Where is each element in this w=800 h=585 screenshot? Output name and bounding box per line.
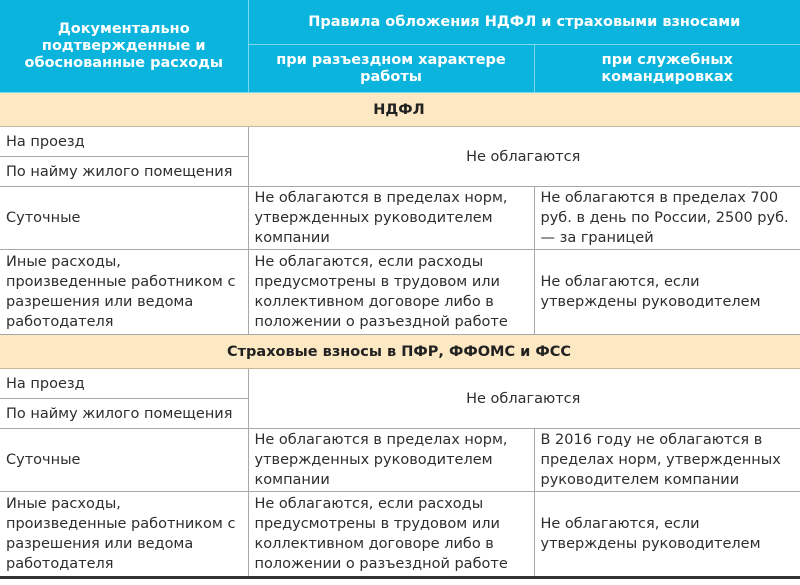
merged-value: Не облагаются — [248, 127, 800, 187]
cell-business-trip: Не облагаются в пределах 700 руб. в день по России, 2500 руб. — за границей — [534, 187, 800, 250]
row-label-other: Иные расходы, произведенные работником с разрешения или ведома работодателя — [0, 492, 248, 578]
table-row — [0, 429, 800, 492]
section-title-insurance: Страховые взносы в ПФР, ФФОМС и ФСС — [0, 335, 800, 369]
row-label-per-diem: Суточные — [0, 187, 248, 250]
cell-traveling: Не облагаются в пределах норм, утвержденных руководителем компании — [248, 429, 534, 492]
header-traveling-work: при разъездном характере работы — [248, 45, 534, 93]
table-row — [0, 250, 800, 335]
cell-business-trip: Не облагаются, если утверждены руководителем — [534, 250, 800, 335]
row-label-other: Иные расходы, произведенные работником с разрешения или ведома работодателя — [0, 250, 248, 335]
cell-traveling: Не облагаются в пределах норм, утвержденных руководителем компании — [248, 187, 534, 250]
section-title-ndfl: НДФЛ — [0, 93, 800, 127]
row-label-lodging: По найму жилого помещения — [0, 399, 248, 429]
table-row — [0, 187, 800, 250]
cell-business-trip: В 2016 году не облагаются в пределах норм, утвержденных руководителем компании — [534, 429, 800, 492]
row-label-travel: На проезд — [0, 127, 248, 157]
header-business-trips: при служебных командировках — [534, 45, 800, 93]
row-label-lodging: По найму жилого помещения — [0, 157, 248, 187]
header-tax-rules: Правила обложения НДФЛ и страховыми взносами — [248, 0, 800, 45]
merged-value: Не облагаются — [248, 369, 800, 429]
header-expenses: Документально подтвержденные и обоснованные расходы — [0, 0, 248, 93]
row-label-per-diem: Суточные — [0, 429, 248, 492]
table-row — [0, 127, 800, 157]
cell-traveling: Не облагаются, если расходы предусмотрены в трудовом или коллективном договоре либо в положении о разъездной работе — [248, 250, 534, 335]
cell-business-trip: Не облагаются, если утверждены руководителем — [534, 492, 800, 578]
row-label-travel: На проезд — [0, 369, 248, 399]
table-row — [0, 492, 800, 578]
cell-traveling: Не облагаются, если расходы предусмотрены в трудовом или коллективном договоре либо в положении о разъездной работе — [248, 492, 534, 578]
table-row — [0, 369, 800, 399]
